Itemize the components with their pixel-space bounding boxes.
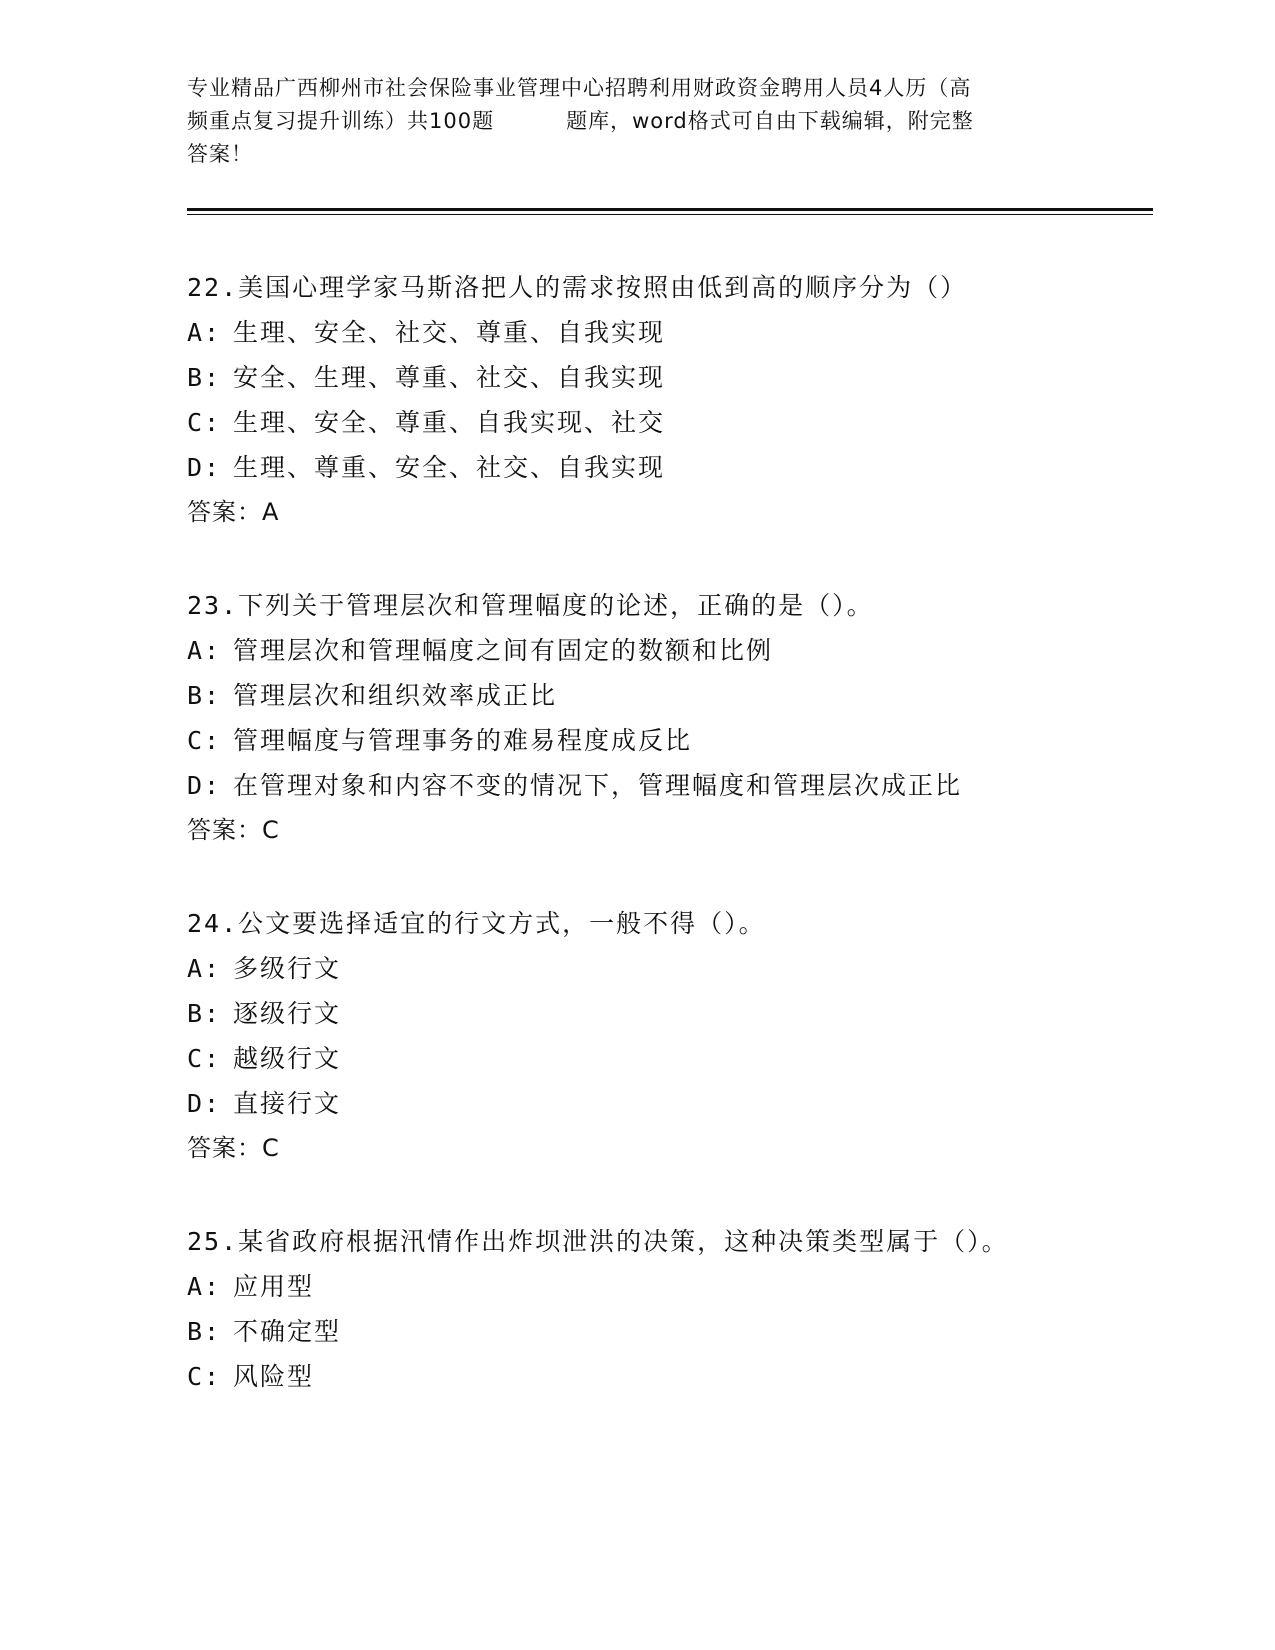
answer-line: 答案：C: [187, 1134, 280, 1162]
header-divider-thin: [187, 214, 1153, 215]
option-b: [187, 991, 1047, 1036]
option-letter: B:: [187, 363, 222, 392]
question-stem: 22.美国心理学家马斯洛把人的需求按照由低到高的顺序分为（）: [187, 273, 968, 302]
option-a: [187, 1264, 1047, 1309]
question-22: [187, 265, 1047, 535]
header-line-2: [187, 105, 1087, 138]
option-c: [187, 1036, 1047, 1081]
option-letter: B:: [187, 1317, 222, 1346]
option-a: [187, 946, 1047, 991]
option-a: [187, 310, 1047, 355]
document-header: [187, 72, 1087, 171]
option-letter: D:: [187, 771, 222, 800]
option-text: 逐级行文: [233, 999, 342, 1028]
option-text: 安全、生理、尊重、社交、自我实现: [233, 363, 666, 392]
option-text: 在管理对象和内容不变的情况下，管理幅度和管理层次成正比: [233, 771, 963, 800]
option-letter: B:: [187, 681, 222, 710]
header-divider-thick: [187, 208, 1153, 211]
option-b: [187, 355, 1047, 400]
option-letter: D:: [187, 1089, 222, 1118]
option-letter: A:: [187, 1272, 222, 1301]
question-25: [187, 1219, 1047, 1399]
header-line-1: 专业精品广西柳州市社会保险事业管理中心招聘利用财政资金聘用人员4人历（高: [187, 76, 972, 100]
question-stem: 23.下列关于管理层次和管理幅度的论述，正确的是（）。: [187, 591, 874, 620]
option-letter: A:: [187, 318, 222, 347]
option-text: 生理、安全、社交、尊重、自我实现: [233, 318, 666, 347]
option-text: 管理层次和组织效率成正比: [233, 681, 558, 710]
option-d: [187, 763, 1047, 808]
header-line-3: 答案！: [187, 142, 253, 166]
answer-line: 答案：A: [187, 498, 280, 526]
option-letter: D:: [187, 453, 222, 482]
option-c: [187, 400, 1047, 445]
option-text: 直接行文: [233, 1089, 342, 1118]
option-letter: A:: [187, 636, 222, 665]
option-text: 生理、尊重、安全、社交、自我实现: [233, 453, 666, 482]
option-letter: C:: [187, 1044, 222, 1073]
option-letter: C:: [187, 726, 222, 755]
option-letter: B:: [187, 999, 222, 1028]
header-line-2-right: 题库，word格式可自由下载编辑，附完整: [566, 109, 974, 133]
option-c: [187, 718, 1047, 763]
option-a: [187, 628, 1047, 673]
header-line-2-left: 频重点复习提升训练）共100题: [187, 109, 495, 133]
option-letter: C:: [187, 408, 222, 437]
option-text: 管理幅度与管理事务的难易程度成反比: [233, 726, 693, 755]
option-text: 生理、安全、尊重、自我实现、社交: [233, 408, 666, 437]
question-stem: 25.某省政府根据汛情作出炸坝泄洪的决策，这种决策类型属于（）。: [187, 1227, 1009, 1256]
option-b: [187, 673, 1047, 718]
answer-line: 答案：C: [187, 816, 280, 844]
option-text: 多级行文: [233, 954, 342, 983]
option-b: [187, 1309, 1047, 1354]
option-text: 管理层次和管理幅度之间有固定的数额和比例: [233, 636, 774, 665]
question-24: [187, 901, 1047, 1171]
option-text: 应用型: [233, 1272, 315, 1301]
question-stem: 24.公文要选择适宜的行文方式，一般不得（）。: [187, 909, 766, 938]
option-d: [187, 1081, 1047, 1126]
question-23: [187, 583, 1047, 853]
option-text: 风险型: [233, 1362, 315, 1391]
option-letter: A:: [187, 954, 222, 983]
option-text: 不确定型: [233, 1317, 342, 1346]
option-letter: C:: [187, 1362, 222, 1391]
option-text: 越级行文: [233, 1044, 342, 1073]
option-c: [187, 1354, 1047, 1399]
option-d: [187, 445, 1047, 490]
